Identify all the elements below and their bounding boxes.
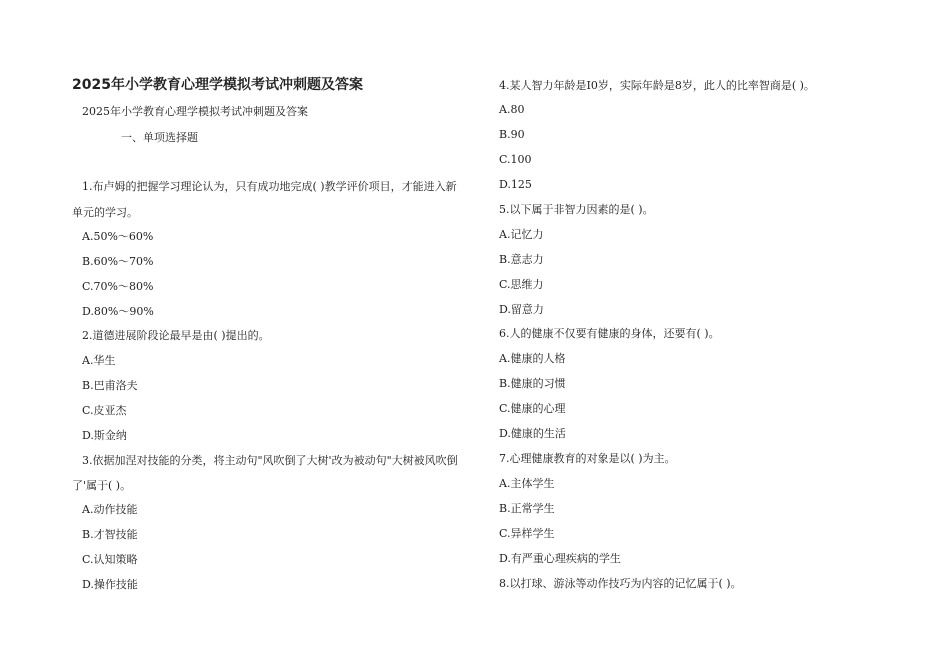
option-5a: A.记忆力 — [499, 228, 544, 241]
document-title: 2025年小学教育心理学模拟考试冲刺题及答案 — [72, 77, 363, 93]
option-7c: C.异样学生 — [499, 527, 555, 540]
option-2d: D.斯金纳 — [82, 429, 127, 442]
option-4b: B.90 — [499, 128, 525, 141]
question-3-cont: 了'属于( )。 — [72, 479, 132, 492]
option-5b: B.意志力 — [499, 253, 544, 266]
section-heading: 一、单项选择题 — [121, 131, 198, 144]
option-4d: D.125 — [499, 178, 532, 191]
question-1-cont: 单元的学习。 — [72, 206, 138, 219]
question-5: 5.以下属于非智力因素的是( )。 — [499, 203, 654, 216]
option-1d: D.80%～90% — [82, 305, 154, 318]
option-4a: A.80 — [499, 103, 525, 116]
question-1: 1.布卢姆的把握学习理论认为，只有成功地完成( )教学评价项目，才能进入新 — [82, 180, 457, 193]
option-2b: B.巴甫洛夫 — [82, 379, 138, 392]
option-3a: A.动作技能 — [82, 503, 138, 516]
option-2a: A.华生 — [82, 354, 116, 367]
question-2: 2.道德进展阶段论最早是由( )提出的。 — [82, 329, 270, 342]
option-6c: C.健康的心理 — [499, 402, 566, 415]
option-3d: D.操作技能 — [82, 578, 138, 591]
question-3: 3.依据加涅对技能的分类，将主动句"风吹倒了大树'改为被动句"大树被风吹倒 — [82, 454, 458, 467]
question-7: 7.心理健康教育的对象是以( )为主。 — [499, 452, 676, 465]
option-5c: C.思维力 — [499, 278, 544, 291]
option-7d: D.有严重心理疾病的学生 — [499, 552, 621, 565]
option-5d: D.留意力 — [499, 303, 544, 316]
option-6a: A.健康的人格 — [499, 352, 566, 365]
question-4: 4.某人智力年龄是I0岁，实际年龄是8岁，此人的比率智商是( )。 — [499, 79, 815, 92]
option-4c: C.100 — [499, 153, 532, 166]
option-7b: B.正常学生 — [499, 502, 555, 515]
option-1c: C.70%～80% — [82, 280, 154, 293]
option-1b: B.60%～70% — [82, 255, 154, 268]
option-6d: D.健康的生活 — [499, 427, 566, 440]
question-6: 6.人的健康不仅要有健康的身体，还要有( )。 — [499, 327, 720, 340]
question-8: 8.以打球、游泳等动作技巧为内容的记忆属于( )。 — [499, 577, 742, 590]
option-3c: C.认知策略 — [82, 553, 138, 566]
option-7a: A.主体学生 — [499, 477, 555, 490]
option-1a: A.50%～60% — [82, 230, 154, 243]
option-6b: B.健康的习惯 — [499, 377, 566, 390]
option-3b: B.才智技能 — [82, 528, 138, 541]
option-2c: C.皮亚杰 — [82, 404, 127, 417]
document-subtitle: 2025年小学教育心理学模拟考试冲刺题及答案 — [82, 105, 308, 118]
